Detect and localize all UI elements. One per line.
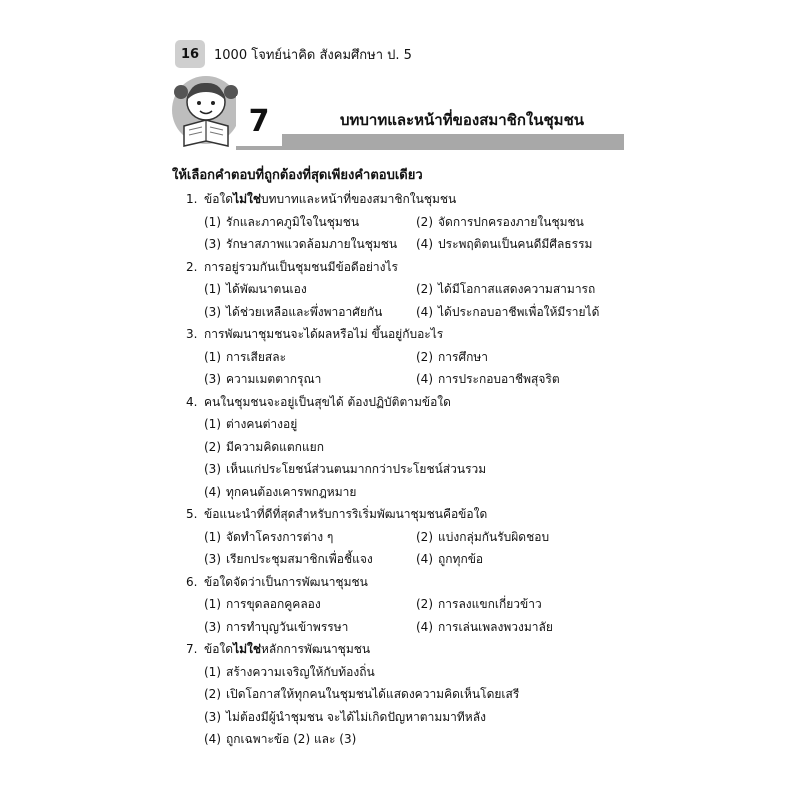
answer-option xyxy=(204,233,416,256)
question-text: คนในชุมชนจะอยู่เป็นสุขได้ ต้องปฏิบัติตามข้อใด xyxy=(204,394,451,409)
answer-option xyxy=(416,233,628,256)
option-label: (1) xyxy=(204,282,221,296)
chapter-banner-bar xyxy=(236,134,624,150)
question-4 xyxy=(186,391,626,504)
question-emphasis: ไม่ใช่ xyxy=(233,642,262,656)
question-text-continued: บทบาทและหน้าที่ของสมาชิกในชุมชน xyxy=(261,192,457,206)
answer-option xyxy=(416,278,628,301)
option-text: จัดทำโครงการต่าง ๆ xyxy=(226,529,334,544)
page-number: 16 xyxy=(175,40,205,68)
option-text: ไม่ต้องมีผู้นำชุมชน จะได้ไม่เกิดปัญหาตามมาทีหลัง xyxy=(226,709,486,724)
option-label: (4) xyxy=(416,619,433,634)
question-emphasis: ไม่ใช่ xyxy=(233,192,262,206)
answer-option xyxy=(204,458,624,481)
option-text: ได้มีโอกาสแสดงความสามารถ xyxy=(438,282,596,296)
answer-option xyxy=(416,593,628,616)
option-label: (3) xyxy=(204,552,221,566)
answer-option xyxy=(416,548,628,571)
question-text-continued: หลักการพัฒนาชุมชน xyxy=(261,642,371,656)
question-number: 3. xyxy=(186,327,198,341)
option-label: (1) xyxy=(204,214,221,229)
option-label: (1) xyxy=(204,417,221,431)
option-text: ประพฤติตนเป็นคนดีมีศีลธรรม xyxy=(438,237,593,251)
question-text: การอยู่รวมกันเป็นชุมชนมีข้อดีอย่างไร xyxy=(204,259,399,274)
question-stem xyxy=(186,391,626,414)
chapter-number: 7 xyxy=(236,96,282,146)
option-label: (2) xyxy=(416,349,433,364)
answer-option xyxy=(204,616,416,639)
answer-option xyxy=(204,301,416,324)
question-text: ข้อใด xyxy=(204,642,234,656)
option-label: (3) xyxy=(204,462,221,476)
option-text: การศึกษา xyxy=(438,349,488,364)
answer-option xyxy=(416,616,628,639)
option-text: รักษาสภาพแวดล้อมภายในชุมชน xyxy=(226,237,398,251)
answer-option xyxy=(204,481,624,504)
option-text: เห็นแก่ประโยชน์ส่วนตนมากกว่าประโยชน์ส่วนรวม xyxy=(226,462,487,476)
option-label: (3) xyxy=(204,709,221,724)
option-text: ได้พัฒนาตนเอง xyxy=(226,282,307,296)
option-label: (1) xyxy=(204,597,221,611)
answer-option xyxy=(204,661,624,684)
option-label: (2) xyxy=(204,439,221,454)
question-number: 2. xyxy=(186,259,198,274)
answer-options xyxy=(204,526,626,571)
option-label: (4) xyxy=(416,372,433,386)
question-stem xyxy=(186,188,626,211)
answer-options xyxy=(204,593,626,638)
option-text: สร้างความเจริญให้กับท้องถิ่น xyxy=(226,664,375,679)
question-stem xyxy=(186,503,626,526)
answer-option xyxy=(204,211,416,234)
option-label: (2) xyxy=(416,597,433,611)
option-text: จัดการปกครองภายในชุมชน xyxy=(438,214,584,229)
option-text: เปิดโอกาสให้ทุกคนในชุมชนได้แสดงความคิดเห็นโดยเสรี xyxy=(226,687,520,701)
option-label: (1) xyxy=(204,349,221,364)
option-label: (3) xyxy=(204,304,221,319)
option-text: ได้ประกอบอาชีพเพื่อให้มีรายได้ xyxy=(438,304,600,319)
question-number: 5. xyxy=(186,507,198,521)
answer-option xyxy=(204,436,624,459)
question-text: ข้อแนะนำที่ดีที่สุดสำหรับการริเริ่มพัฒนาชุมชนคือข้อใด xyxy=(204,507,488,521)
answer-options xyxy=(204,346,626,391)
question-stem xyxy=(186,256,626,279)
girl-reading-book-icon xyxy=(170,70,242,154)
option-text: ถูกเฉพาะข้อ (2) และ (3) xyxy=(226,732,357,746)
answer-option xyxy=(204,413,624,436)
answer-option xyxy=(416,368,628,391)
question-1 xyxy=(186,188,626,256)
option-text: การลงแขกเกี่ยวข้าว xyxy=(438,597,542,611)
instruction: ให้เลือกคำตอบที่ถูกต้องที่สุดเพียงคำตอบเดียว xyxy=(172,168,423,183)
option-text: การทำบุญวันเข้าพรรษา xyxy=(226,619,349,634)
option-label: (4) xyxy=(204,484,221,499)
option-label: (4) xyxy=(416,552,433,566)
question-5 xyxy=(186,503,626,571)
question-stem xyxy=(186,323,626,346)
answer-option xyxy=(204,346,416,369)
answer-option xyxy=(204,593,416,616)
answer-options xyxy=(204,661,626,751)
answer-options xyxy=(204,413,626,503)
option-label: (3) xyxy=(204,237,221,251)
answer-options xyxy=(204,211,626,256)
answer-option xyxy=(204,728,624,751)
answer-option xyxy=(204,548,416,571)
question-text: ข้อใดจัดว่าเป็นการพัฒนาชุมชน xyxy=(204,574,368,589)
question-number: 1. xyxy=(186,192,198,206)
answer-option xyxy=(204,526,416,549)
answer-option xyxy=(416,301,628,324)
question-stem xyxy=(186,638,626,661)
option-text: มีความคิดแตกแยก xyxy=(226,439,324,454)
option-text: ถูกทุกข้อ xyxy=(438,552,484,566)
question-number: 7. xyxy=(186,642,198,656)
option-text: ทุกคนต้องเคารพกฎหมาย xyxy=(226,484,357,499)
option-text: รักและภาคภูมิใจในชุมชน xyxy=(226,214,360,229)
question-stem xyxy=(186,571,626,594)
question-number: 4. xyxy=(186,394,198,409)
option-label: (4) xyxy=(204,732,221,746)
answer-options xyxy=(204,278,626,323)
answer-option xyxy=(204,706,624,729)
option-label: (1) xyxy=(204,529,221,544)
answer-option xyxy=(204,278,416,301)
option-text: แบ่งกลุ่มกันรับผิดชอบ xyxy=(438,529,550,544)
option-text: ต่างคนต่างอยู่ xyxy=(226,417,298,431)
answer-option xyxy=(416,346,628,369)
option-text: การขุดลอกคูคลอง xyxy=(226,597,321,611)
answer-option xyxy=(416,526,628,549)
option-label: (4) xyxy=(416,304,433,319)
question-list xyxy=(186,188,626,751)
option-label: (2) xyxy=(416,214,433,229)
question-text: การพัฒนาชุมชนจะได้ผลหรือไม่ ขึ้นอยู่กับอะไร xyxy=(204,327,444,341)
option-label: (4) xyxy=(416,237,433,251)
running-title: 1000 โจทย์น่าคิด สังคมศึกษา ป. 5 xyxy=(214,48,412,63)
option-label: (3) xyxy=(204,372,221,386)
option-label: (2) xyxy=(416,529,433,544)
option-text: การเล่นเพลงพวงมาลัย xyxy=(438,619,553,634)
answer-option xyxy=(416,211,628,234)
option-text: การประกอบอาชีพสุจริต xyxy=(438,372,560,386)
option-label: (1) xyxy=(204,664,221,679)
option-label: (2) xyxy=(416,282,433,296)
option-text: การเสียสละ xyxy=(226,349,287,364)
question-text: ข้อใด xyxy=(204,192,234,206)
option-text: ได้ช่วยเหลือและพึ่งพาอาศัยกัน xyxy=(226,304,383,319)
option-label: (2) xyxy=(204,687,221,701)
option-label: (3) xyxy=(204,619,221,634)
chapter-title: บทบาทและหน้าที่ของสมาชิกในชุมชน xyxy=(340,111,585,129)
question-6 xyxy=(186,571,626,639)
question-number: 6. xyxy=(186,574,198,589)
option-text: ความเมตตากรุณา xyxy=(226,372,322,386)
question-2 xyxy=(186,256,626,324)
question-3 xyxy=(186,323,626,391)
answer-option xyxy=(204,368,416,391)
answer-option xyxy=(204,683,624,706)
question-7 xyxy=(186,638,626,751)
option-text: เรียกประชุมสมาชิกเพื่อชี้แจง xyxy=(226,552,373,566)
